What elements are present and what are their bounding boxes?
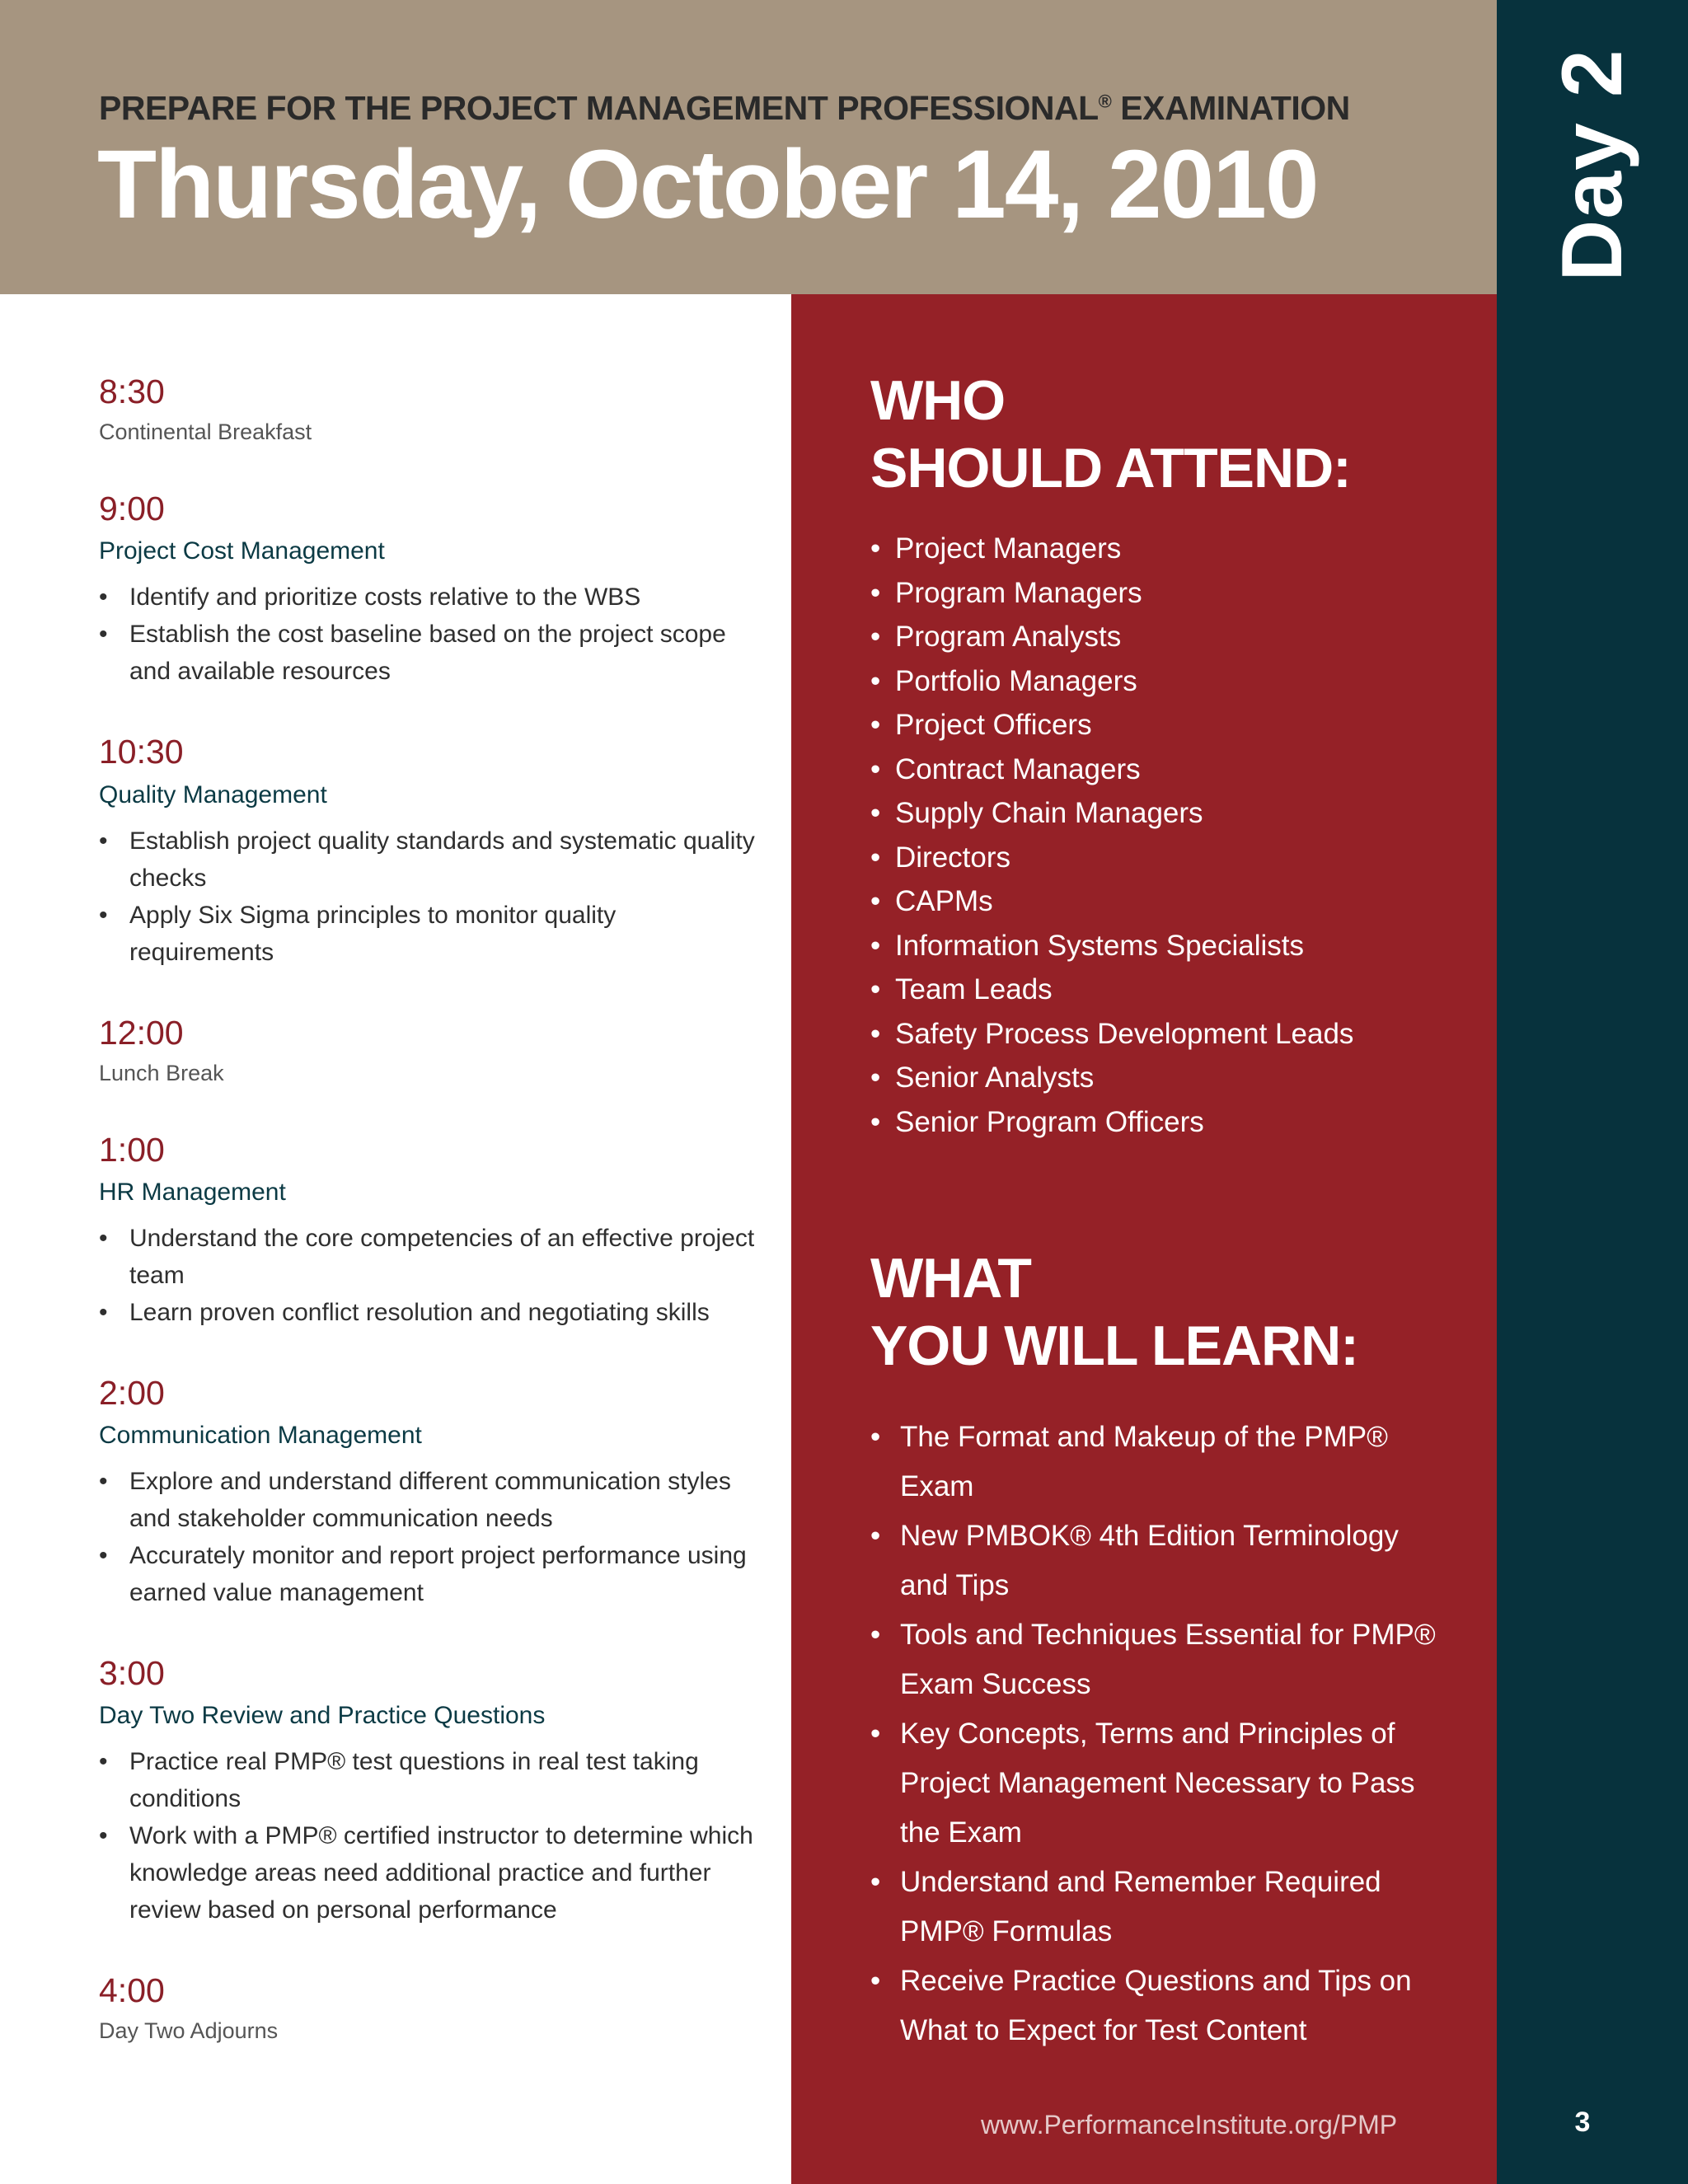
schedule — [99, 373, 758, 2088]
schedule-slot — [99, 1374, 758, 1611]
schedule-slot — [99, 1654, 758, 1929]
list-item: • Learn proven conflict resolution and negotiating skills — [99, 1298, 710, 1326]
list-item: • Project Managers — [870, 532, 1122, 565]
slot-note: Day Two Adjourns — [99, 2018, 279, 2044]
list-item: • Identify and prioritize costs relative to the WBS — [99, 583, 641, 612]
what-you-will-learn — [870, 1244, 1447, 2055]
slot-session: Communication Management — [99, 1422, 422, 1450]
slot-time: 1:00 — [99, 1130, 165, 1169]
website-link[interactable]: www.PerformanceInstitute.org/PMP — [981, 2110, 1398, 2139]
slot-bullets — [99, 823, 758, 971]
list-item: • Contract Managers — [870, 752, 1141, 785]
header-banner — [0, 0, 1497, 294]
list-item: • Project Officers — [870, 709, 1092, 741]
who-list — [870, 527, 1447, 1144]
list-item: • CAPMs — [870, 885, 993, 917]
list-item: • Establish the cost baseline based on the project scope and available resources — [99, 621, 726, 686]
learn-list — [870, 1413, 1447, 2055]
list-item: • Team Leads — [870, 973, 1053, 1005]
page-supertitle: PREPARE FOR THE PROJECT MANAGEMENT PROFESSIONAL® EXAMINATION — [99, 89, 1350, 127]
slot-time: 4:00 — [99, 1971, 165, 2010]
slot-session: Day Two Review and Practice Questions — [99, 1702, 546, 1730]
list-item: • Tools and Techniques Essential for PMP® Exam Success — [870, 1619, 1436, 1700]
list-item: • Understand and Remember Required PMP® Formulas — [870, 1866, 1381, 1947]
schedule-slot — [99, 1131, 758, 1331]
schedule-slot — [99, 1971, 758, 2046]
slot-session: HR Management — [99, 1178, 286, 1206]
slot-time: 10:30 — [99, 733, 184, 771]
slot-session: Quality Management — [99, 780, 327, 808]
list-item: • Accurately monitor and report project performance using earned value management — [99, 1542, 747, 1607]
slot-bullets — [99, 579, 758, 690]
list-item: • Senior Program Officers — [870, 1105, 1204, 1138]
slot-time: 9:00 — [99, 490, 165, 528]
page-title: Thursday, October 14, 2010 — [97, 130, 1318, 239]
list-item: • Receive Practice Questions and Tips on What to Expect for Test Content — [870, 1965, 1412, 2046]
slot-bullets — [99, 1743, 758, 1929]
slot-note: Lunch Break — [99, 1060, 224, 1085]
list-item: • Program Analysts — [870, 621, 1122, 653]
list-item: • Apply Six Sigma principles to monitor quality requirements — [99, 901, 617, 966]
list-item: • New PMBOK® 4th Edition Terminology and Tips — [870, 1520, 1399, 1601]
slot-bullets — [99, 1463, 758, 1611]
who-heading: WHO SHOULD ATTEND: — [870, 369, 1351, 499]
list-item: • Work with a PMP® certified instructor to determine which knowledge areas need additional practice and further review based on personal performance — [99, 1822, 753, 1924]
list-item: • Directors — [870, 841, 1011, 874]
day-label: Day 2 — [1544, 48, 1640, 282]
slot-time: 3:00 — [99, 1654, 165, 1693]
list-item: • The Format and Makeup of the PMP® Exam — [870, 1421, 1388, 1502]
schedule-slot — [99, 373, 758, 447]
list-item: • Practice real PMP® test questions in real test taking conditions — [99, 1748, 699, 1813]
page-number: 3 — [1574, 2107, 1591, 2138]
list-item: • Program Managers — [870, 576, 1142, 609]
list-item: • Portfolio Managers — [870, 664, 1137, 697]
list-item: • Supply Chain Managers — [870, 797, 1203, 829]
list-item: • Information Systems Specialists — [870, 929, 1305, 962]
schedule-slot — [99, 1014, 758, 1088]
list-item: • Establish project quality standards and systematic quality checks — [99, 827, 755, 892]
slot-bullets — [99, 1220, 758, 1331]
slot-time: 12:00 — [99, 1013, 184, 1052]
slot-time: 8:30 — [99, 373, 165, 410]
list-item: • Key Concepts, Terms and Principles of Project Management Necessary to Pass the Exam — [870, 1718, 1415, 1849]
schedule-slot — [99, 733, 758, 970]
learn-heading: WHAT YOU WILL LEARN: — [870, 1247, 1358, 1377]
list-item: • Senior Analysts — [870, 1062, 1095, 1094]
list-item: • Explore and understand different communication styles and stakeholder communication needs — [99, 1468, 731, 1533]
slot-note: Continental Breakfast — [99, 419, 312, 445]
slot-session: Project Cost Management — [99, 537, 385, 565]
list-item: • Understand the core competencies of an effective project team — [99, 1224, 755, 1289]
slot-time: 2:00 — [99, 1373, 165, 1412]
list-item: • Safety Process Development Leads — [870, 1017, 1354, 1050]
who-should-attend — [870, 367, 1447, 1144]
schedule-slot — [99, 490, 758, 690]
